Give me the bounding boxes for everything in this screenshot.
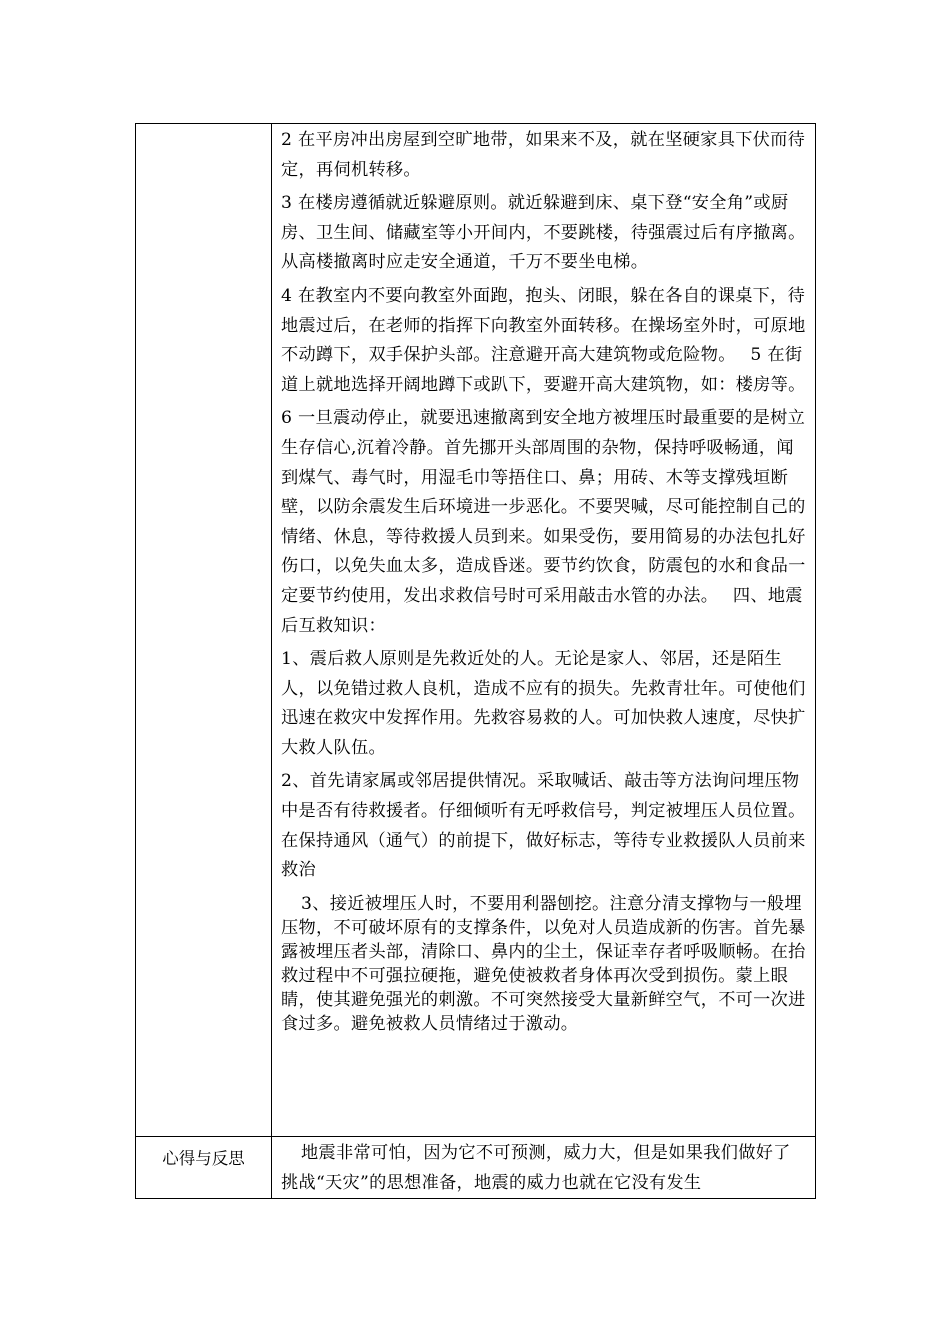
reflection-text: 地震非常可怕，因为它不可预测，威力大，但是如果我们做好了挑战“天灾”的思想准备，地震的威力也就在它没有发生 [281, 1143, 791, 1193]
reflection-label-cell [136, 1137, 272, 1199]
empty-label-cell [136, 124, 272, 1137]
paragraph-7: 3、接近被埋压人时，不要用利器刨挖。注意分清支撑物与一般埋压物，不可破坏原有的支撑条件，以免对人员造成新的伤害。首先暴露被埋压者头部，清除口、鼻内的尘土，保证幸存者呼吸顺畅。在抬救过程中不可强拉硬拖，避免使被救者身体再次受到损伤。蒙上眼睛，使其避免强光的刺激。不可突然接受大量新鲜空气，不可一次进食过多。避免被救人员情绪过于激动。 [281, 893, 806, 1034]
content-table [135, 123, 816, 1199]
paragraph-1: 2 在平房冲出房屋到空旷地带，如果来不及，就在坚硬家具下伏而待定，再伺机转移。 [281, 130, 806, 180]
paragraph-3: 4 在教室内不要向教室外面跑，抱头、闭眼，躲在各自的课桌下，待地震过后，在老师的指挥下向教室外面转移。在操场室外时，可原地不动蹲下，双手保护头部。注意避开高大建筑物或危险物。 5 在街道上就地选择开阔地蹲下或趴下，要避开高大建筑物，如：楼房等。 [281, 285, 806, 395]
paragraph-4: 6 一旦震动停止，就要迅速撤离到安全地方被埋压时最重要的是树立生存信心,沉着冷静。首先挪开头部周围的杂物，保持呼吸畅通，闻到煤气、毒气时，用湿毛巾等捂住口、鼻；用砖、木等支撑残垣断壁，以防余震发生后环境进一步恶化。不要哭喊，尽可能控制自己的情绪、休息，等待救援人员到来。如果受伤，要用简易的办法包扎好伤口，以免失血太多，造成昏迷。要节约饮食，防震包的水和食品一定要节约使用，发出求救信号时可采用敲击水管的办法。 四、地震后互救知识： [281, 408, 806, 636]
content-body [272, 124, 815, 1036]
paragraph-6: 2、首先请家属或邻居提供情况。采取喊话、敲击等方法询问埋压物中是否有待救援者。仔细倾听有无呼救信号，判定被埋压人员位置。在保持通风（通气）的前提下，做好标志，等待专业救援队人员前来救治 [281, 771, 806, 881]
reflection-text-cell [272, 1137, 816, 1199]
paragraph-5: 1、震后救人原则是先救近处的人。无论是家人、邻居，还是陌生人，以免错过救人良机，造成不应有的损失。先救青壮年。可使他们迅速在救灾中发挥作用。先救容易救的人。可加快救人速度，尽快扩大救人队伍。 [281, 649, 806, 758]
reflection-row [136, 1137, 816, 1199]
content-cell [272, 124, 816, 1137]
reflection-label: 心得与反思 [162, 1149, 245, 1168]
paragraph-2: 3 在楼房遵循就近躲避原则。就近躲避到床、桌下登“安全角”或厨房、卫生间、储藏室等小开间内，不要跳楼，待强震过后有序撤离。从高楼撤离时应走安全通道，千万不要坐电梯。 [281, 193, 806, 273]
content-row [136, 124, 816, 1137]
